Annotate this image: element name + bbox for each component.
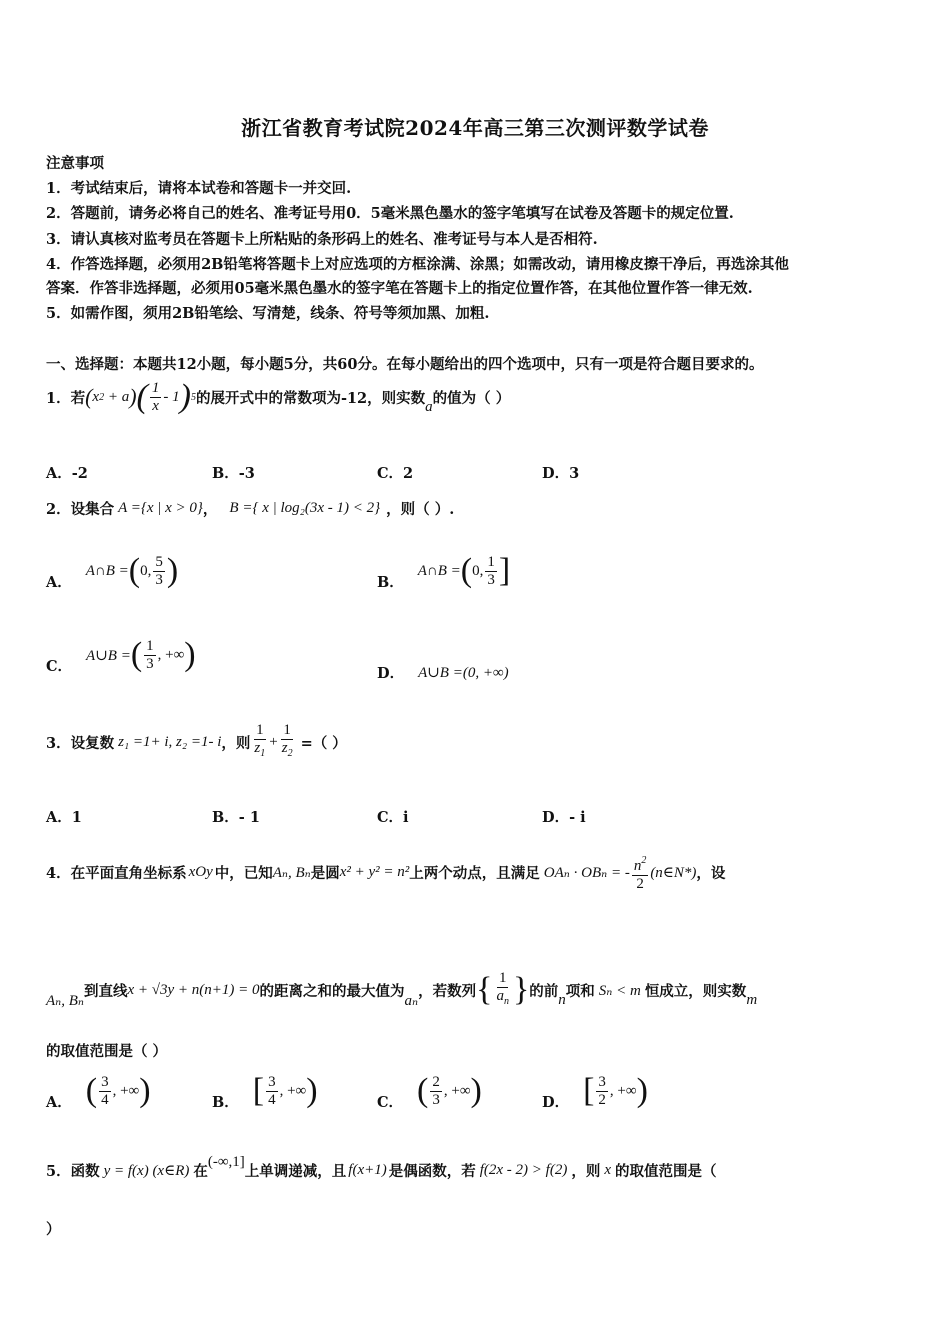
q2-option-a: A． A∩B = ( 0, $\frac{5}{3}$ ) <box>46 552 179 591</box>
q4-number: 4．在平面直角坐标系 <box>46 864 187 882</box>
q3-complex: z₁ =1+ i, z₂ =1- i <box>118 733 222 750</box>
q4-option-b: B． [ $\frac{3}{4}$ , +∞ ) <box>212 1072 318 1111</box>
q4-p1: 中，已知 <box>214 864 273 882</box>
q2-option-b-expr: A∩B = <box>417 562 461 579</box>
q5-fx1: f(x+1) <box>348 1162 387 1178</box>
q4-line-3: 的取值范围是（ ） <box>46 1043 168 1060</box>
notice-item-3: 3．请认真核对监考员在答题卡上所粘贴的条形码上的姓名、准考证号与本人是否相符. <box>46 231 598 248</box>
question-1 <box>46 378 510 416</box>
q4-option-c: C． ( $\frac{2}{3}$ , +∞ ) <box>377 1072 482 1111</box>
q4-xoy: xOy <box>188 863 213 880</box>
q5-interval: (-∞,1] <box>207 1154 245 1170</box>
q4-circle: x² + y² = n² <box>339 863 410 880</box>
q4-line2f: 恒成立，则实数 <box>644 982 747 1000</box>
question-2 <box>46 498 454 519</box>
q4-option-a: A． ( $\frac{3}{4}$ , +∞ ) <box>46 1072 151 1111</box>
q4-option-a-label: A． <box>46 1093 72 1111</box>
q2-option-a-label: A． <box>46 573 72 591</box>
notice-heading: 注意事项 <box>46 155 104 172</box>
q2-option-c: C． A∪B = ( $\frac{1}{3}$ , +∞ ) <box>46 636 196 675</box>
q2-option-b: B． A∩B = ( 0, $\frac{1}{3}$ ] <box>377 552 511 591</box>
q1-expression: ( x 2 + a ) ( $\frac{1}{x}$ - 1 ) 5 <box>85 378 196 415</box>
q4-line2a: 到直线 <box>83 982 128 1000</box>
q3-end: =（ ） <box>300 734 347 752</box>
q4-option-d: D． [ $\frac{3}{2}$ , +∞ ) <box>542 1072 648 1111</box>
notice-item-5: 5．如需作图，须用2B铅笔绘、写清楚，线条、符号等须加黑、加粗. <box>46 305 490 322</box>
q5-p1: 在 <box>193 1163 208 1180</box>
q2-number: 2．设集合 <box>46 501 115 518</box>
q4-option-d-label: D． <box>542 1093 570 1111</box>
q3-number: 3．设复数 <box>46 734 115 752</box>
q5-number: 5．函数 <box>46 1163 100 1180</box>
q4-line2b: 的距离之和的最大值为 <box>259 982 405 1000</box>
notice-item-4-cont: 答案．作答非选择题，必须用05毫米黑色墨水的签字笔在答题卡上的指定位置作答，在其他位置作答一律无效. <box>46 280 753 297</box>
q1-text: 的展开式中的常数项为-12，则实数 <box>195 389 426 407</box>
notice-item-1: 1．考试结束后，请将本试卷和答题卡一并交回. <box>46 180 352 197</box>
q5-p5: 的取值范围是（ <box>615 1163 717 1180</box>
q4-line-eq: x + √3y + n(n+1) = 0 <box>127 981 260 998</box>
q2-option-d-label: D． <box>377 665 405 682</box>
question-4-line-2: Aₙ, Bₙ 到直线 x + √3y + n(n+1) = 0 的距离之和的最大值为 aₙ ，若数列 { $\frac{1}{a_n}$ } 的前 n 项和 Sₙ < m 恒成立，则实数 m <box>46 970 758 1009</box>
q5-ineq: f(2x - 2) > f(2) <box>479 1162 568 1178</box>
q4-n: n <box>558 991 566 1008</box>
question-4-line-1: 4．在平面直角坐标系 xOy 中，已知 Aₙ, Bₙ 是圆 x² + y² = n² 上两个动点，且满足 OAₙ · OBₙ = - $\frac{n^2}{2}$ (n∈N*) ，设 <box>46 842 725 902</box>
q1-option-c: C．2 <box>377 465 414 482</box>
notice-item-4: 4．作答选择题，必须用2B铅笔将答题卡上对应选项的方框涂满、涂黑；如需改动，请用橡皮擦干净后，再选涂其他 <box>46 256 789 273</box>
q2-option-d <box>377 662 509 683</box>
q4-option-b-label: B． <box>212 1093 239 1111</box>
q3-then: ，则 <box>221 734 251 752</box>
q2-comma: ， <box>202 501 218 518</box>
section-heading: 一、选择题：本题共12小题，每小题5分，共60分。在每小题给出的四个选项中，只有一项是符合题目要求的。 <box>46 356 764 373</box>
q3-option-c: C．i <box>377 809 409 826</box>
q2-set-a: A ={x | x > 0} <box>118 500 203 516</box>
q2-option-a-expr: A∩B = <box>85 562 129 579</box>
q5-line-2: ） <box>46 1221 61 1238</box>
q4-cond: OAₙ · OBₙ = - <box>543 864 630 881</box>
q1-option-a: A．-2 <box>46 465 88 482</box>
q3-option-b: B．- 1 <box>212 809 260 826</box>
notice-item-2: 2．答题前，请务必将自己的姓名、准考证号用0．5毫米黑色墨水的签字笔填写在试卷及答题卡的规定位置. <box>46 205 734 222</box>
q1-option-b: B．-3 <box>212 465 255 482</box>
q1-number: 1．若 <box>46 389 86 407</box>
q4-an: aₙ <box>404 992 419 1009</box>
page-title: 浙江省教育考试院2024年高三第三次测评数学试卷 <box>241 116 709 140</box>
q4-line2d: 的前 <box>529 982 559 1000</box>
question-5 <box>46 1154 717 1181</box>
q4-option-c-label: C． <box>377 1093 404 1111</box>
q2-option-b-label: B． <box>377 573 404 591</box>
q5-func: y = f(x) (x∈R) <box>103 1163 190 1179</box>
q5-p4: ，则 <box>571 1163 601 1180</box>
q5-p3: 是偶函数，若 <box>388 1163 476 1180</box>
q4-line2c: ，若数列 <box>418 982 477 1000</box>
q1-end: 的值为（ ） <box>432 389 511 407</box>
q4-p2: 是圆 <box>310 864 340 882</box>
q4-line2e: 项和 <box>565 982 595 1000</box>
q5-x: x <box>604 1162 611 1178</box>
q5-p2: 上单调递减，且 <box>244 1163 347 1180</box>
q4-p4: ，设 <box>696 864 726 882</box>
q2-end: ，则（ ）. <box>386 501 455 518</box>
question-3: 3．设复数 z₁ =1+ i, z₂ =1- i ，则 $\frac{1}{z_1}$ + $\frac{1}{z_2}$ =（ ） <box>46 722 347 759</box>
q1-option-d: D．3 <box>542 465 580 482</box>
q4-m: m <box>746 991 758 1008</box>
q4-p3: 上两个动点，且满足 <box>409 864 540 882</box>
q2-option-d-expr: A∪B =(0, +∞) <box>418 665 509 681</box>
q2-set-b: B ={ x | log₂(3x - 1) < 2} <box>229 500 381 516</box>
q4-cond2: (n∈N*) <box>650 864 697 881</box>
q4-sn: Sₙ < m <box>598 982 641 999</box>
q4-anbn-2: Aₙ, Bₙ <box>46 992 84 1009</box>
q2-option-c-label: C． <box>46 657 73 675</box>
q1-var: a <box>425 398 433 415</box>
q3-option-d: D．- i <box>542 809 586 826</box>
q2-option-c-expr: A∪B = <box>86 647 131 664</box>
q3-option-a: A．1 <box>46 809 82 826</box>
q4-anbn: Aₙ, Bₙ <box>272 864 311 881</box>
